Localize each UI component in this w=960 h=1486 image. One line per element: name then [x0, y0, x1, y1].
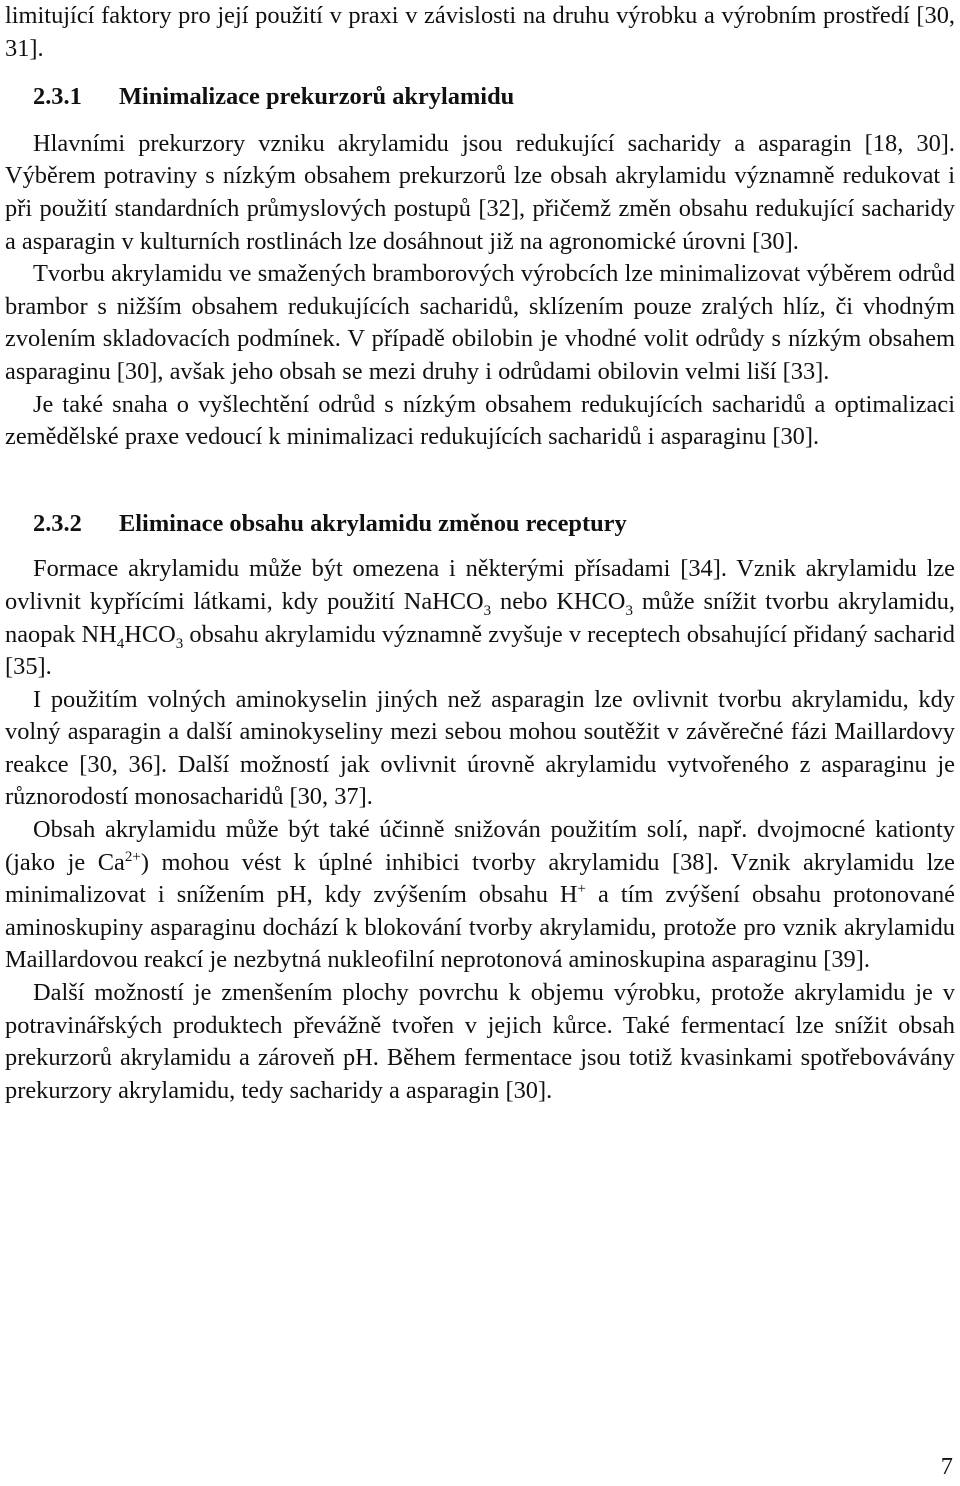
paragraph: Tvorbu akrylamidu ve smažených bramborových výrobcích lze minimalizovat výběrem odrůd brambor s nižším obsahem redukujících sacharidů, sklízením pouze zralých hlíz, či vhodným zvolením skladovacích podmínek. V případě obilobin je vhodné volit odrůdy s nízkým obsahem asparaginu [30], avšak jeho obsah se mezi druhy i odrůdami obilovin velmi liší [33]. — [5, 260, 955, 385]
text-run: obsahu akrylamidu významně zvyšuje v receptech obsahující přidaný sacharid [35]. — [5, 620, 955, 681]
text-run: a tím zvýšení obsahu protonované aminoskupiny asparaginu dochází k blokování tvorby akrylamidu, protože pro vznik akrylamidu Maillardovou reakcí je nezbytná nukleofilní neprotonová aminoskupina asparaginu [39]. — [5, 881, 955, 974]
page-number: 7 — [940, 1453, 953, 1480]
text-run: nebo KHCO — [491, 587, 626, 615]
subscript: 3 — [175, 635, 184, 652]
spacer — [5, 114, 955, 128]
section-title: Eliminace obsahu akrylamidu změnou receptury — [119, 509, 627, 537]
text-run: ) mohou vést k úplné inhibici tvorby akrylamidu [38]. Vznik akrylamidu lze minimalizovat i snížením pH, kdy zvýšením obsahu H — [5, 848, 955, 909]
section-heading-2-3-1 — [5, 81, 955, 114]
spacer — [5, 454, 955, 508]
text-run: HCO — [124, 620, 176, 648]
spacer — [5, 540, 955, 553]
subscript: 3 — [625, 602, 633, 619]
superscript: 2+ — [124, 848, 141, 865]
subscript: 3 — [483, 602, 492, 619]
paragraph-intro: limitující faktory pro její použití v praxi v závislosti na druhu výrobku a výrobním prostředí [30, 31]. — [5, 2, 955, 62]
subscript: 4 — [116, 635, 125, 652]
text-run: Obsah akrylamidu může být také účinně snižován použitím solí, např. dvojmocné kationty (jako je Ca — [5, 816, 955, 876]
paragraph: Další možností je zmenšením plochy povrchu k objemu výrobku, protože akrylamidu je v potravinářských produktech převážně tvořen v jejich kůrce. Také fermentací lze snížit obsah prekurzorů akrylamidu a zároveň pH. Během fermentace jsou totiž kvasinkami spotřebovávány prekurzory akrylamidu, tedy sacharidy a asparagin [30]. — [5, 979, 955, 1104]
section-number: 2.3.1 — [33, 83, 82, 111]
text-run: Formace akrylamidu může být omezena i některými přísadami [34]. Vznik akrylamidu lze ovlivnit kypřícími látkami, kdy použití NaHCO — [5, 555, 955, 615]
superscript: + — [577, 881, 587, 898]
section-number: 2.3.2 — [33, 509, 82, 537]
paragraph: Je také snaha o vyšlechtění odrůd s nízkým obsahem redukujících sacharidů a optimalizaci zemědělské praxe vedoucí k minimalizaci redukujících sacharidů i asparaginu [30]. — [5, 390, 955, 451]
text-run: může snížit tvorbu akrylamidu, naopak NH — [5, 587, 955, 648]
paragraph: I použitím volných aminokyselin jiných než asparagin lze ovlivnit tvorbu akrylamidu, kdy volný asparagin a další aminokyseliny mezi sebou mohou soutěžit v závěrečné fázi Maillardovy reakce [30, 36]. Další možností jak ovlivnit úrovně akrylamidu vytvořeného z asparaginu je různorodostí monosacharidů [30, 37]. — [5, 685, 955, 811]
text-column — [5, 0, 955, 1107]
paragraph — [5, 553, 955, 683]
section-title: Minimalizace prekurzorů akrylamidu — [119, 83, 515, 111]
section-heading-2-3-2 — [5, 508, 955, 541]
paragraph: Hlavními prekurzory vzniku akrylamidu jsou redukující sacharidy a asparagin [18, 30]. Výběrem potraviny s nízkým obsahem prekurzorů lze obsah akrylamidu významně redukovat i při použití standardních průmyslových postupů [32], přičemž změn obsahu redukující sacharidy a asparagin v kulturních rostlinách lze dosáhnout již na agronomické úrovni [30]. — [5, 129, 955, 255]
paragraph — [5, 814, 955, 977]
spacer — [5, 65, 955, 81]
